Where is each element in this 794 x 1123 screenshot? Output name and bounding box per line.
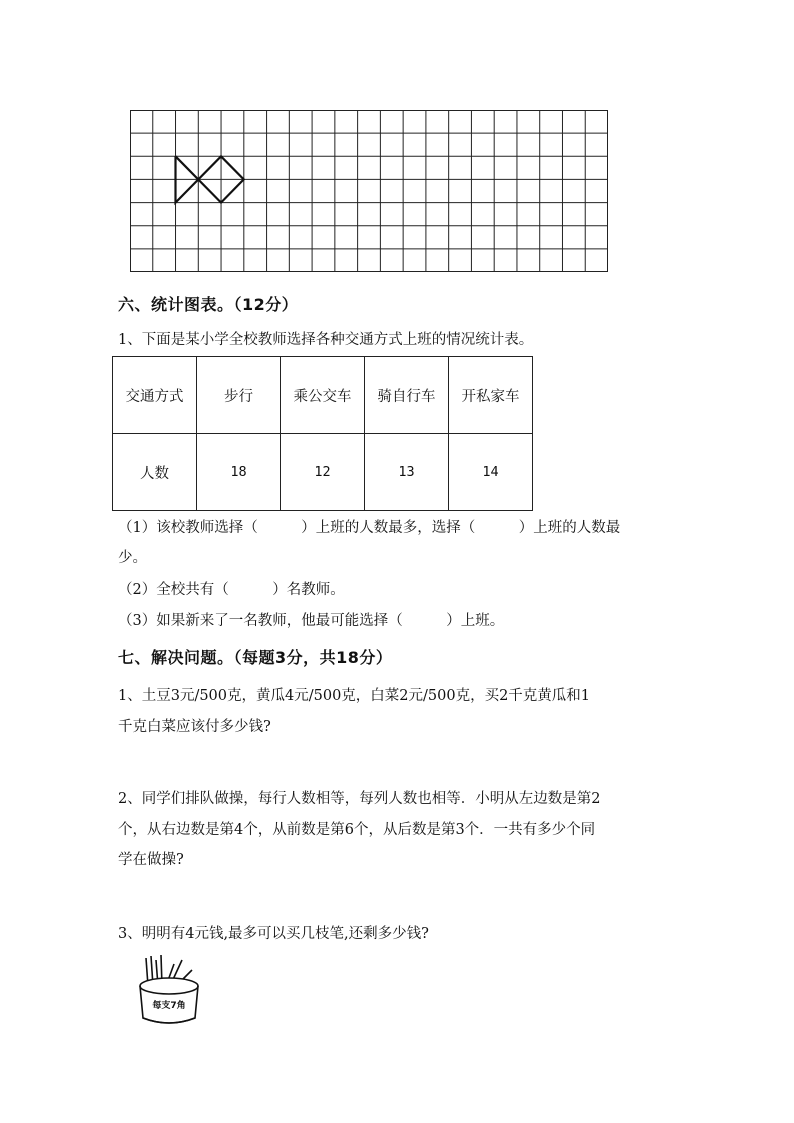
section7-q2-line1: 2、同学们排队做操，每行人数相等，每列人数也相等．小明从左边数是第2 [118, 791, 601, 807]
table-cell: 12 [281, 434, 365, 511]
table-cell: 13 [365, 434, 449, 511]
square-grid [130, 110, 608, 272]
table-header-cell: 开私家车 [449, 357, 533, 434]
transport-stats-table [112, 356, 533, 511]
pen-holder-illustration [134, 952, 204, 1028]
section7-q2-line3: 学在做操? [118, 852, 184, 868]
section6-sub1-line2: 少。 [118, 550, 147, 566]
section6-sub1-line1: （1）该校教师选择（ ）上班的人数最多，选择（ ）上班的人数最 [118, 520, 621, 536]
table-header-cell: 步行 [197, 357, 281, 434]
section7-title: 七、解决问题。（每题3分，共18分） [118, 648, 393, 667]
table-cell: 14 [449, 434, 533, 511]
table-header-cell: 交通方式 [113, 357, 197, 434]
section6-sub3: （3）如果新来了一名教师，他最可能选择（ ）上班。 [118, 613, 505, 629]
table-cell: 18 [197, 434, 281, 511]
table-row-label: 人数 [113, 434, 197, 511]
pen-price-label: 每支7角 [152, 1001, 186, 1011]
table-header-cell: 骑自行车 [365, 357, 449, 434]
section6-title: 六、统计图表。（12分） [118, 295, 299, 314]
section7-q1-line1: 1、土豆3元/500克，黄瓜4元/500克，白菜2元/500克，买2千克黄瓜和1 [118, 688, 591, 704]
table-header-cell: 乘公交车 [281, 357, 365, 434]
section7-q3: 3、明明有4元钱,最多可以买几枝笔,还剩多少钱? [118, 926, 429, 942]
section6-sub2: （2）全校共有（ ）名教师。 [118, 582, 345, 598]
section7-q2-line2: 个，从右边数是第4个，从前数是第6个，从后数是第3个．一共有多少个同 [118, 822, 596, 838]
section6-q1-intro: 1、下面是某小学全校教师选择各种交通方式上班的情况统计表。 [118, 332, 534, 348]
section7-q1-line2: 千克白菜应该付多少钱? [118, 719, 271, 735]
